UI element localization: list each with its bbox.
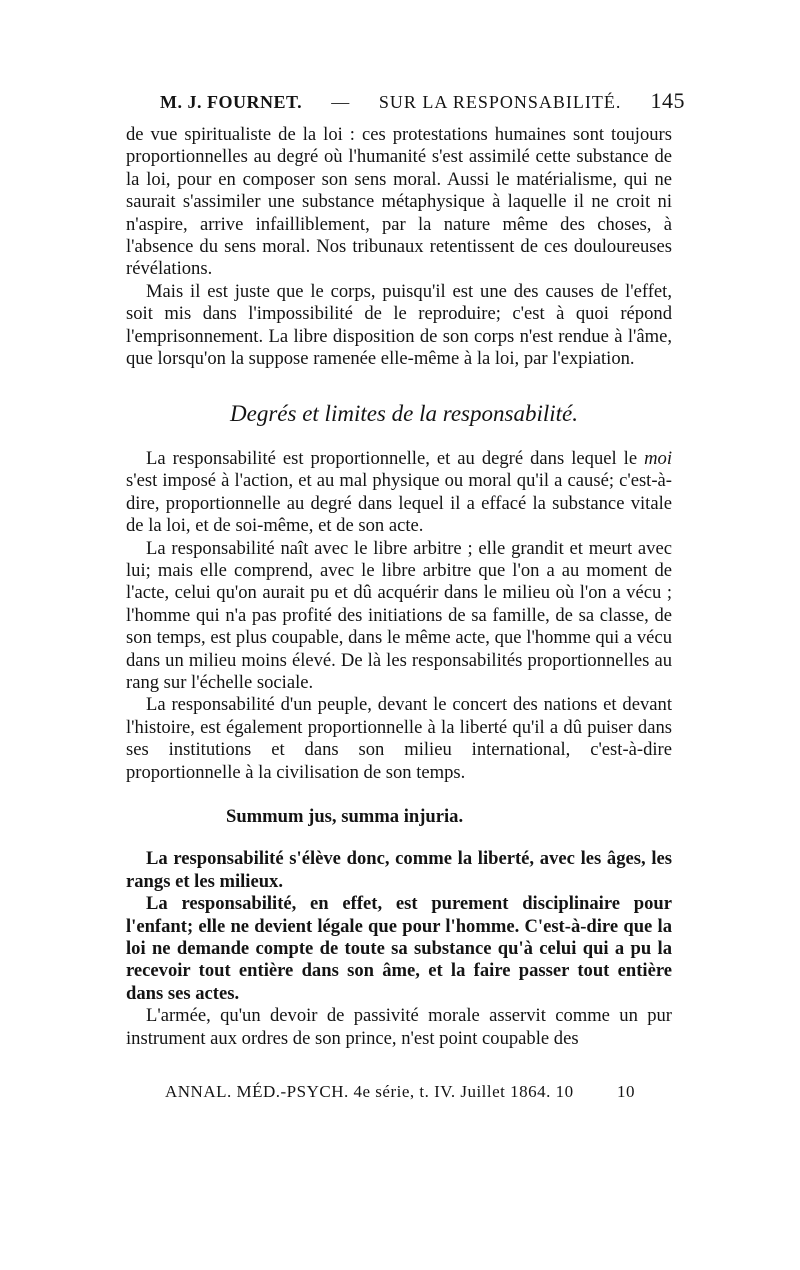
paragraph-libre-arbitre: La responsabilité naît avec le libre arbitre ; elle grandit et meurt avec lui; mais elle comprend, avec le libre arbitre que l'on a au moment de l'acte, celui qu'on aurait pu et dû acquérir dans le milieu où l'on a vécu ; l'homme qui n'a pas profité des initiations de sa famille, de sa classe, de son temps, est plus coupable, dans le même acte, que l'homme qui a vécu dans un milieu moins élevé. De là les responsabilités proportionnelles au rang sur l'échelle sociale.: [126, 537, 672, 693]
paragraph-enfant: La responsabilité, en effet, est purement disciplinaire pour l'enfant; elle ne devient légale que pour l'homme. C'est-à-dire que la loi ne demande compte de toute sa substance qu'à celui qui a pu la recevoir tout entière dans son âme, et la faire passer tout entière dans ses actes.: [126, 893, 672, 1004]
header-title: SUR LA RESPONSABILITÉ.: [378, 92, 622, 112]
header-author: M. J. FOURNET.: [160, 92, 303, 112]
paragraph-ages: La responsabilité s'élève donc, comme la liberté, avec les âges, les rangs et les milieux.: [126, 848, 672, 892]
latin-quote: Summum jus, summa injuria.: [226, 805, 464, 827]
footer-journal: ANNAL. MÉD.-PSYCH. 4e série, t. IV. Juillet 1864. 10: [165, 1082, 574, 1101]
page-footer: [165, 1082, 635, 1102]
page-body: [126, 124, 672, 1050]
moi-italic: moi: [644, 447, 672, 469]
paragraph-corps: Mais il est juste que le corps, puisqu'il est une des causes de l'effet, soit mis dans l'impossibilité de le reproduire; c'est à quoi répond l'emprisonnement. La libre disposition de son corps n'est rendue à l'âme, que lorsqu'on la suppose ramenée elle-même à la loi, par l'expiation.: [126, 280, 672, 370]
paragraph-proportionnelle: [126, 448, 672, 538]
page-number: 145: [650, 88, 685, 113]
section-heading: Degrés et limites de la responsabilité.: [230, 401, 578, 427]
paragraph-continued: de vue spiritualiste de la loi : ces protestations humaines sont toujours proportionnelles au degré où l'humanité s'est assimilé cette substance de la loi, pour en composer son sens moral. Aussi le matérialisme, qui ne saurait s'assimiler une substance métaphysique à laquelle il ne croit ni n'aspire, arrive infailliblement, par la nature même des choses, à l'absence du sens moral. Nos tribunaux retentissent de ces douloureuses révélations.: [126, 124, 672, 280]
paragraph-armee: L'armée, qu'un devoir de passivité morale asservit comme un pur instrument aux ordres de son prince, n'est point coupable des: [126, 1005, 672, 1049]
paragraph-proportionnelle-start: La responsabilité est proportionnelle, et au degré dans lequel le: [146, 447, 638, 469]
running-header: [160, 88, 685, 118]
paragraph-proportionnelle-rest: s'est imposé à l'action, et au mal physique ou moral qu'il a causé; c'est-à-dire, proportionnelle au degré dans lequel il a effacé la substance vitale de la loi, et de soi-même, et de son acte.: [126, 470, 672, 537]
paragraph-peuple: La responsabilité d'un peuple, devant le concert des nations et devant l'histoire, est également proportionnelle à la liberté qu'il a dû puiser dans ses institutions et dans son milieu international, c'est-à-dire proportionnelle à la civilisation de son temps.: [126, 694, 672, 783]
footer-signature-mark: 10: [617, 1082, 635, 1101]
header-dash: —: [331, 92, 350, 112]
